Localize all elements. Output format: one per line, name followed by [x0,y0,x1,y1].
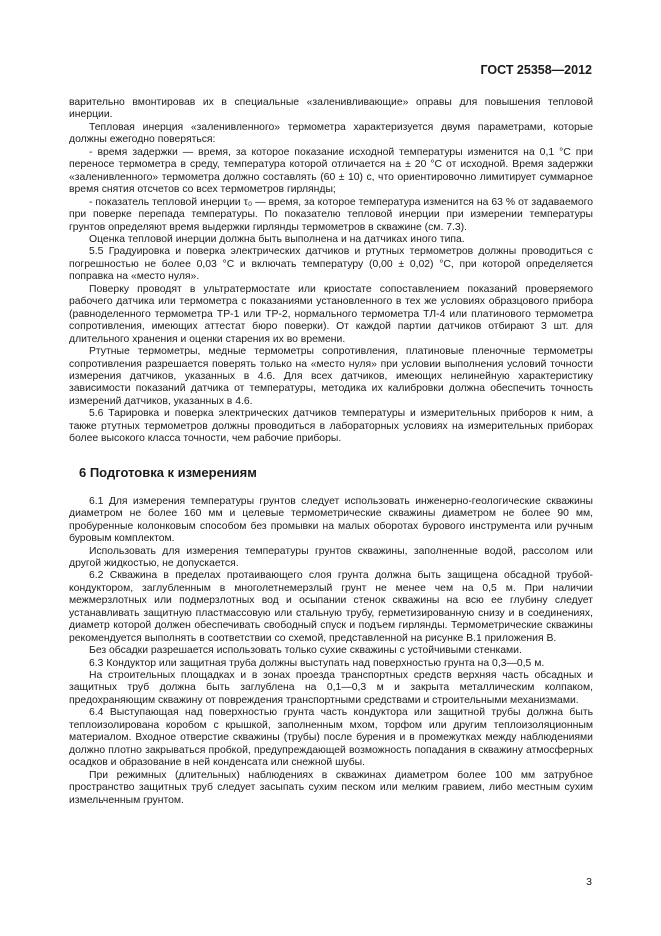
paragraph: - время задержки — время, за которое показание исходной температуры изменится на 0,1 °С при переносе термометра в среду, температура которой отличается на ± 20 °С от исходной. Время задержки «заленивленного» термометра должно составлять (60 ± 10) с, что ориентировочно лимитирует суммарное время снятия отсчетов со всех термометров гирлянды; [69,146,593,196]
paragraph: варительно вмонтировав их в специальные «заленивливающие» оправы для повышения тепловой инерции. [69,97,593,121]
paragraph: При режимных (длительных) наблюдениях в скважинах диаметром более 100 мм затрубное пространство защитных труб следует засыпать сухим песком или мелким гравием, либо местным сухим измельченным грунтом. [69,769,593,806]
paragraph: Без обсадки разрешается использовать только сухие скважины с устойчивыми стенками. [89,645,522,657]
paragraph: 6.4 Выступающая над поверхностью грунта часть кондуктора или защитной трубы должна быть теплоизолирована коробом с крышкой, заполненным мхом, торфом или другим теплоизоляционным материалом. Входное отверстие скважины (трубы) после бурения и в промежутках между наблюдениями должно плотно закрываться пробкой, предупреждающей возможность попадания в скважину атмосферных осадков и образование в ней конденсата или снежной шубы. [69,707,593,769]
paragraph: Тепловая инерция «заленивленного» термометра характеризуется двумя параметрами, которые должны ежегодно поверяться: [69,121,593,146]
document-header: ГОСТ 25358—2012 [480,63,592,77]
paragraph: 6.1 Для измерения температуры грунтов следует использовать инженерно-геологические скважины диаметром не более 160 мм и целевые термометрические скважины диаметром не более 90 мм, пробуренные колонковым способом без промывки на малых оборотах бурового инструмента или ручным буровым комплектом. [69,495,593,545]
section-heading: 6 Подготовка к измерениям [79,464,257,480]
paragraph: 5.6 Тарировка и поверка электрических датчиков температуры и измерительных приборов к ним, а также ртутных термометров должны проводиться в лабораторных условиях на измерительных приборах более высокого класса точности, чем рабочие приборы. [69,408,593,445]
paragraph: На строительных площадках и в зонах проезда транспортных средств верхняя часть обсадных и защитных труб должна быть заглублена на 0,1—0,3 м и закрыта металлическим колпаком, предохраняющим скважину от повреждения транспортными средствами и строительными механизмами. [69,670,593,706]
document-body [69,97,593,807]
paragraph: - показатель тепловой инерции τ₀ — время, за которое температура изменится на 63 % от задаваемого при поверке перепада температуры. По показателю тепловой инерции при измерении температуры грунтов определяют время выдержки гирлянды термометров в скважине (см. 7.3). [69,196,593,233]
paragraph: Ртутные термометры, медные термометры сопротивления, платиновые пленочные термометры сопротивления разрешается поверять только на «место нуля» при условии выполнения условий точности измерения датчиков, указанных в 4.6. Для всех датчиков, имеющих нелинейную характеристику зависимости показаний датчика от температуры, методика их калибровки должна обеспечить точность измерений датчиков, указанных в 4.6. [69,346,593,407]
paragraph: Поверку проводят в ультратермостате или криостате сопоставлением показаний проверяемого рабочего датчика или термометра с показаниями установленного в тех же условиях образцового прибора (равноделенного термометра ТР-1 или ТР-2, нормального термометра ТЛ-4 или платинового термометра сопротивления, имеющих аттестат бюро поверки). От каждой партии датчиков отбирают 3 шт. для длительного хранения и оценки старения их во времени. [69,283,593,345]
paragraph: 6.2 Скважина в пределах протаивающего слоя грунта должна быть защищена обсадной трубой-кондуктором, заглубленным в многолетнемерзлый грунт не менее чем на 0,5 м. При наличии межмерзлотных или подмерзлотных вод и осыпании стенок скважины на всю ее глубину следует устанавливать защитную пластмассовую или стальную трубу, герметизированную снизу и в соединениях, диаметр которой должен обеспечивать свободный спуск и подъем гирлянды. Термометрические скважины рекомендуется выполнять в соответствии со схемой, представленной на рисунке В.1 приложения В. [69,570,593,644]
paragraph: 5.5 Градуировка и поверка электрических датчиков и ртутных термометров должны проводиться с погрешностью не более 0,03 °С и включать температуру (0,00 ± 0,02) °С, при которой определяется поправка на «место нуля». [69,246,593,283]
paragraph: 6.3 Кондуктор или защитная труба должны выступать над поверхностью грунта на 0,3—0,5 м. [89,657,545,669]
paragraph: Использовать для измерения температуры грунтов скважины, заполненные водой, рассолом или другой жидкостью, не допускается. [69,545,593,569]
paragraph: Оценка тепловой инерции должна быть выполнена и на датчиках иного типа. [89,233,465,245]
page-number: 3 [586,876,592,888]
